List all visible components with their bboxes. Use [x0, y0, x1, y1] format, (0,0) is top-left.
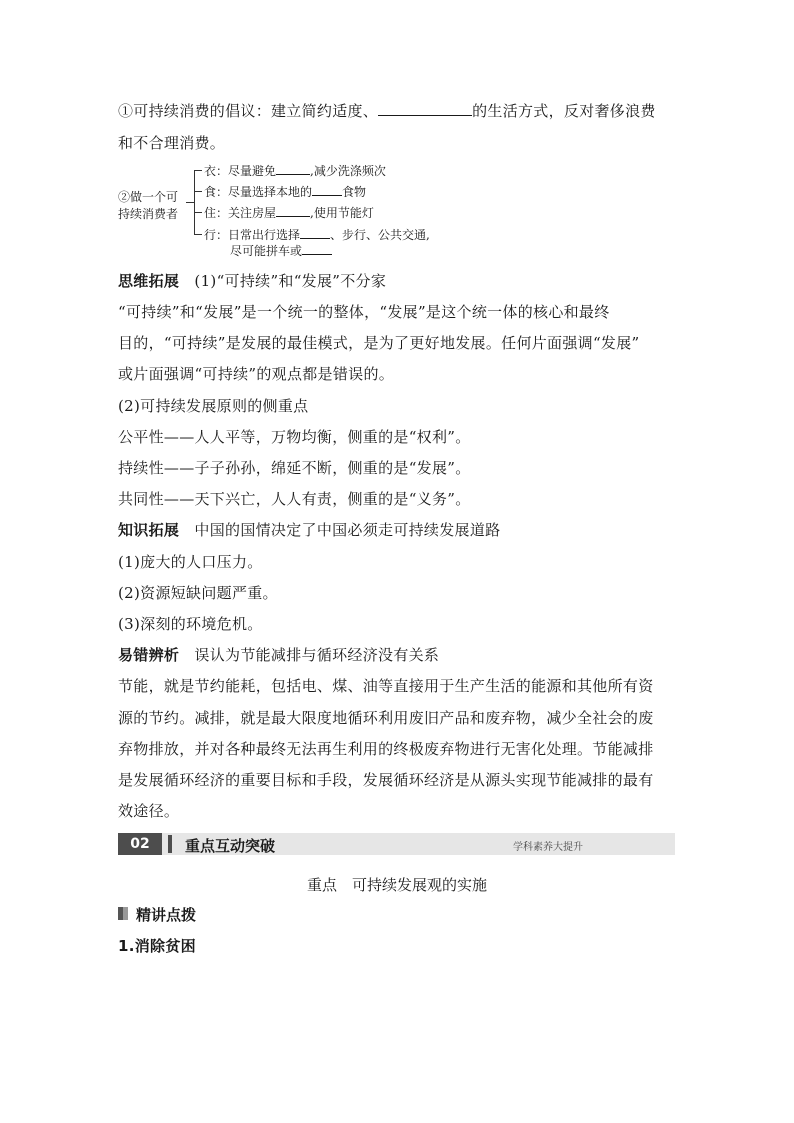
- paragraph-line: 效途径。: [118, 802, 180, 820]
- section-label: 思维拓展: [118, 272, 180, 290]
- paragraph-line: 和不合理消费。: [118, 134, 226, 152]
- text: ①可持续消费的倡议：建立简约适度、: [118, 102, 379, 120]
- section-marker-icon-accent: [123, 907, 128, 920]
- diagram-row-clothing: [204, 162, 386, 179]
- paragraph-line: 是发展循环经济的重要目标和手段，发展循环经济是从源头实现节能减排的最有: [118, 771, 654, 789]
- brace-line: [194, 170, 195, 234]
- text: 食物: [342, 185, 367, 199]
- paragraph-line: 源的节约。减排，就是最大限度地循环利用废旧产品和废弃物，减少全社会的废: [118, 709, 654, 727]
- diagram-label-line1: ②做一个可: [118, 190, 179, 204]
- banner-separator: [168, 835, 172, 853]
- list-item: (3)深刻的环境危机。: [118, 615, 263, 633]
- text: ,使用节能灯: [310, 206, 374, 220]
- section-number-badge: 02: [118, 833, 162, 855]
- paragraph-line: 或片面强调“可持续”的观点都是错误的。: [118, 365, 395, 383]
- paragraph-consumption-advocacy: [118, 100, 656, 121]
- text: 行：日常出行选择: [204, 228, 301, 242]
- section-title: 误认为节能减排与循环经济没有关系: [194, 646, 440, 664]
- diagram-row-travel-cont: [230, 242, 332, 259]
- list-item: (1)庞大的人口压力。: [118, 553, 263, 571]
- thinking-heading: [118, 270, 386, 291]
- fill-blank: [276, 174, 310, 175]
- diagram-label-line2: 持续消费者: [118, 207, 179, 221]
- paragraph-line: “可持续”和“发展”是一个统一的整体，“发展”是这个统一体的核心和最终: [118, 303, 610, 321]
- section-label: 知识拓展: [118, 521, 180, 539]
- diagram-row-food: [204, 183, 366, 200]
- principle-item: 持续性——子子孙孙，绵延不断，侧重的是“发展”。: [118, 459, 471, 477]
- sub-section-label: 精讲点拨: [136, 906, 197, 924]
- section-title: (1)“可持续”和“发展”不分家: [194, 272, 387, 290]
- section-banner: [118, 833, 675, 855]
- section-title: 中国的国情决定了中国必须走可持续发展道路: [194, 521, 501, 539]
- text: 住：关注房屋: [204, 206, 277, 220]
- list-item: (2)资源短缺问题严重。: [118, 584, 278, 602]
- diagram-row-travel: [204, 226, 430, 243]
- bracket-tick: [194, 170, 202, 171]
- paragraph-line: 节能，就是节约能耗，包括电、煤、油等直接用于生产生活的能源和其他所有资: [118, 677, 654, 695]
- principle-item: 共同性——天下兴亡，人人有责，侧重的是“义务”。: [118, 490, 471, 508]
- paragraph-line: 弃物排放，并对各种最终无法再生利用的终极废弃物进行无害化处理。节能减排: [118, 740, 654, 758]
- fill-blank: [276, 216, 310, 217]
- fill-blank: [312, 195, 342, 196]
- bracket-tick: [194, 191, 202, 192]
- key-point-heading: 重点 可持续发展观的实施: [306, 876, 487, 894]
- text: 尽可能拼车或: [230, 244, 303, 258]
- fill-blank: [300, 238, 330, 239]
- banner-subtitle: 学科素养大提升: [513, 842, 583, 853]
- text: 衣：尽量避免: [204, 164, 277, 178]
- diagram-row-housing: [204, 204, 374, 221]
- knowledge-heading: [118, 519, 500, 540]
- section-label: 易错辨析: [118, 646, 180, 664]
- bracket-tick: [194, 212, 202, 213]
- text: 、步行、公共交通,: [330, 228, 430, 242]
- bracket-tick: [194, 234, 202, 235]
- principle-item: 公平性——人人平等，万物均衡，侧重的是“权利”。: [118, 428, 471, 446]
- subheading: (2)可持续发展原则的侧重点: [118, 397, 309, 415]
- numbered-heading: 1.消除贫困: [118, 937, 196, 955]
- text: ,减少洗涤频次: [310, 164, 386, 178]
- fill-blank: [378, 115, 472, 116]
- fill-blank: [302, 254, 332, 255]
- bracket-stem: [186, 202, 194, 203]
- paragraph-line: 目的，“可持续”是发展的最佳模式，是为了更好地发展。任何片面强调“发展”: [118, 334, 640, 352]
- banner-title: 重点互动突破: [185, 837, 276, 855]
- text: 食：尽量选择本地的: [204, 185, 313, 199]
- text: 的生活方式，反对奢侈浪费: [472, 102, 656, 120]
- mistake-heading: [118, 644, 439, 665]
